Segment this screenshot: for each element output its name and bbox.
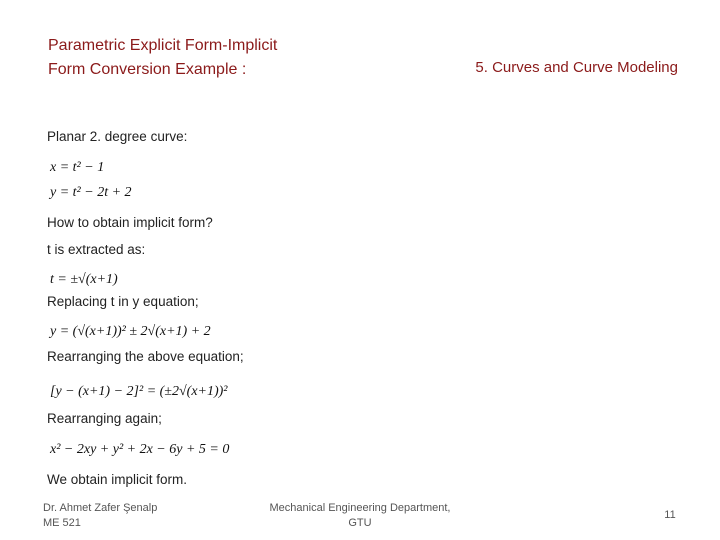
footer-department-block xyxy=(268,501,452,531)
equation-implicit: x² − 2xy + y² + 2x − 6y + 5 = 0 xyxy=(50,442,230,457)
replace-text: Replacing t in y equation; xyxy=(47,294,199,309)
equation-t: t = ±√(x+1) xyxy=(50,272,118,287)
slide-title: Parametric Explicit Form-Implicit Form Conversion Example : xyxy=(48,37,278,78)
conclusion-text: We obtain implicit form. xyxy=(47,472,188,487)
equation-y: y = t² − 2t + 2 xyxy=(50,185,132,200)
rearrange-text-2: Rearranging again; xyxy=(47,411,162,426)
rearrange-text-1: Rearranging the above equation; xyxy=(47,349,244,364)
footer-department: Mechanical Engineering Department, xyxy=(269,502,451,514)
equation-x: x = t² − 1 xyxy=(50,160,105,175)
chapter-title: 5. Curves and Curve Modeling xyxy=(475,59,678,76)
footer-course: ME 521 xyxy=(43,517,81,529)
footer-author-block xyxy=(43,501,157,531)
extract-text: t is extracted as: xyxy=(47,242,146,257)
intro-text: Planar 2. degree curve: xyxy=(47,129,188,144)
question-text: How to obtain implicit form? xyxy=(47,215,213,230)
equation-squared: [y − (x+1) − 2]² = (±2√(x+1))² xyxy=(50,384,228,399)
equation-substituted: y = (√(x+1))² ± 2√(x+1) + 2 xyxy=(50,324,211,339)
footer-university: GTU xyxy=(348,517,372,529)
footer-author: Dr. Ahmet Zafer Şenalp xyxy=(43,502,158,514)
page-number: 11 xyxy=(664,509,676,521)
